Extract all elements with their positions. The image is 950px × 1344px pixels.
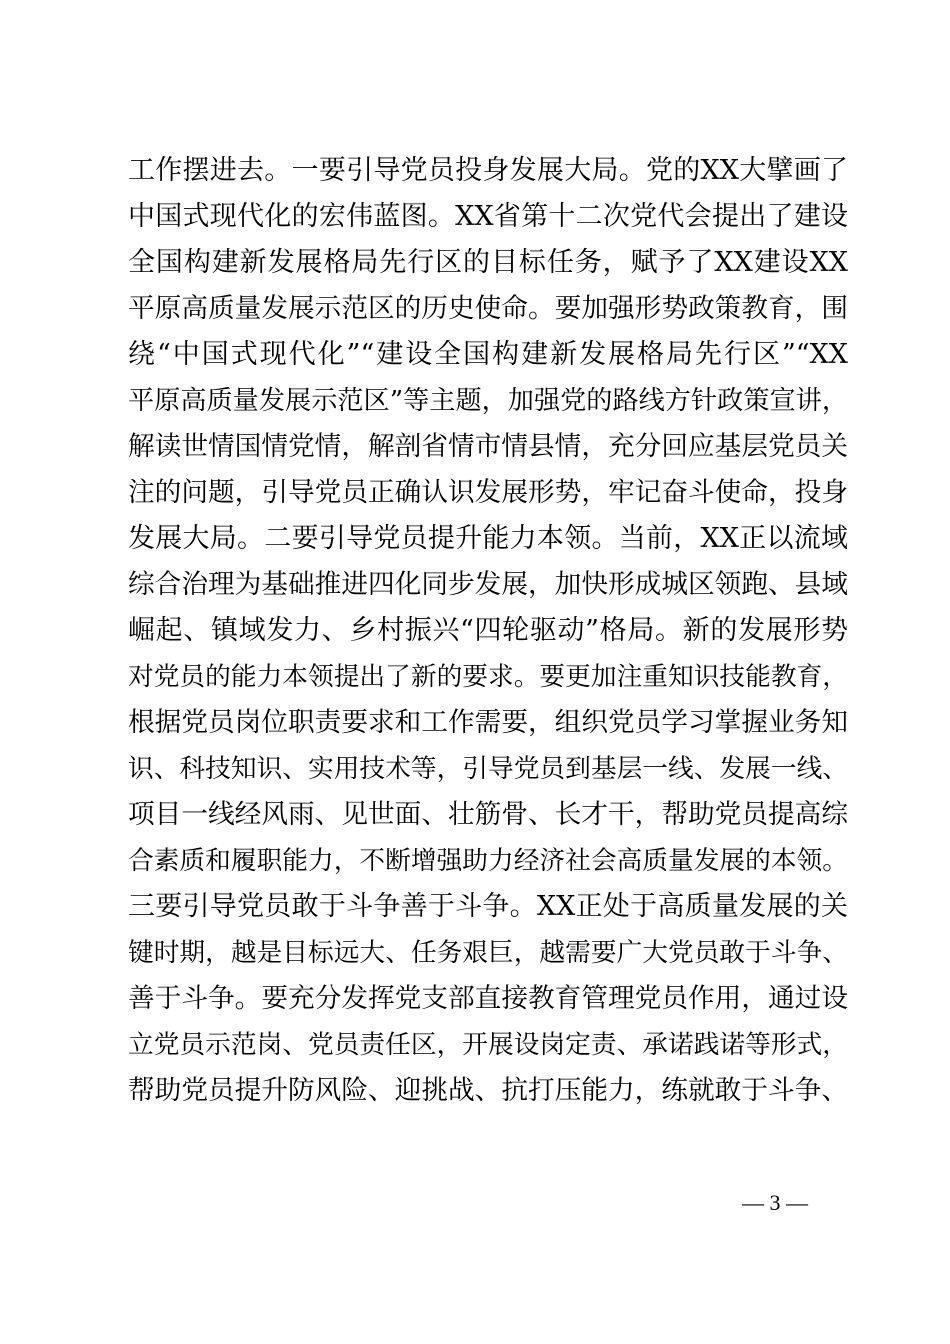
text-line-15: 项目一线经风雨、见世面、壮筋骨、长才干，帮助党员提高综 — [128, 799, 848, 830]
text-line-12: 对党员的能力本领提出了新的要求。要更加注重知识技能教育， — [128, 662, 848, 692]
text-line-18: 键时期，越是目标远大、任务艰巨，越需要广大党员敢于斗争、 — [128, 938, 848, 968]
text-line-5: 绕“中国式现代化”“建设全国构建新发展格局先行区”“XX — [128, 339, 848, 370]
text-line-9: 发展大局。二要引导党员提升能力本领。当前，XX正以流域 — [128, 523, 848, 554]
text-line-19: 善于斗争。要充分发挥党支部直接教育管理党员作用，通过设 — [128, 983, 848, 1014]
text-line-10: 综合治理为基础推进四化同步发展，加快形成城区领跑、县域 — [128, 569, 848, 600]
text-line-20: 立党员示范岗、党员责任区，开展设岗定责、承诺践诺等形式， — [128, 1030, 848, 1060]
text-line-1: 工作摆进去。一要引导党员投身发展大局。党的XX大擘画了 — [128, 155, 848, 186]
text-line-2: 中国式现代化的宏伟蓝图。XX省第十二次党代会提出了建设 — [128, 201, 848, 232]
text-line-6: 平原高质量发展示范区”等主题，加强党的路线方针政策宣讲， — [128, 386, 848, 416]
text-line-4: 平原高质量发展示范区的历史使命。要加强形势政策教育，围 — [128, 293, 848, 324]
text-line-16: 合素质和履职能力，不断增强助力经济社会高质量发展的本领。 — [128, 846, 848, 876]
text-line-7: 解读世情国情党情，解剖省情市情县情，充分回应基层党员关 — [128, 431, 848, 462]
text-line-21: 帮助党员提升防风险、迎挑战、抗打压能力，练就敢于斗争、 — [128, 1075, 848, 1106]
text-line-11: 崛起、镇域发力、乡村振兴“四轮驱动”格局。新的发展形势 — [128, 615, 848, 646]
text-line-8: 注的问题，引导党员正确认识发展形势，牢记奋斗使命，投身 — [128, 477, 848, 508]
text-line-3: 全国构建新发展格局先行区的目标任务，赋予了XX建设XX — [128, 247, 848, 278]
text-line-14: 识、科技知识、实用技术等，引导党员到基层一线、发展一线、 — [128, 754, 848, 784]
text-line-13: 根据党员岗位职责要求和工作需要，组织党员学习掌握业务知 — [128, 707, 848, 738]
body-text — [128, 148, 848, 1114]
page-number: — 3 — — [742, 1190, 808, 1215]
text-line-17: 三要引导党员敢于斗争善于斗争。XX正处于高质量发展的关 — [128, 891, 848, 922]
